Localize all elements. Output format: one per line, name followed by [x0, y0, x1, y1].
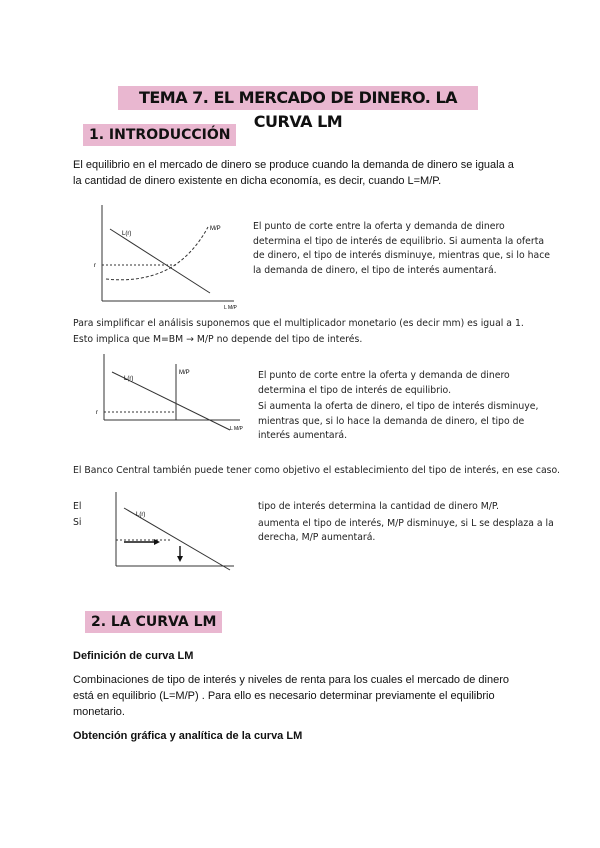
- definition-line-2: está en equilibrio (L=M/P) . Para ello es necesario determinar previamente el equilibrio: [73, 690, 495, 702]
- money-market-graph-2: [90, 352, 250, 434]
- r-label: r: [96, 410, 98, 416]
- r-label: r: [94, 263, 96, 269]
- down-arrow-head-icon: [177, 556, 183, 562]
- x-axis-label: L M/P: [224, 305, 237, 311]
- section-heading-curva-lm: 2. LA CURVA LM: [85, 611, 222, 633]
- supply-label: M/P: [179, 370, 190, 376]
- figure-3-caption: [258, 500, 554, 546]
- simplify-line-1: Para simplificar el análisis suponemos que el multiplicador monetario (es decir mm) es igual a 1.: [73, 318, 524, 329]
- caption-line: determina el tipo de interés de equilibrio. Si aumenta la oferta: [253, 235, 545, 247]
- demand-label: L(r): [124, 376, 134, 382]
- interest-target-graph: [106, 490, 236, 572]
- caption-line: El punto de corte entre la oferta y demanda de dinero: [253, 221, 505, 232]
- caption-line: determina el tipo de interés de equilibrio.: [258, 384, 452, 396]
- page-title: TEMA 7. EL MERCADO DE DINERO. LA CURVA LM: [118, 86, 478, 110]
- figure-2-caption-a: [258, 369, 510, 398]
- demand-label: L(r): [122, 231, 132, 237]
- intro-paragraph-line-1: El equilibrio en el mercado de dinero se produce cuando la demanda de dinero se iguala a: [73, 159, 514, 171]
- fig3-left-word-2: Si: [73, 517, 82, 528]
- caption-line: Si aumenta la oferta de dinero, el tipo de interés disminuye,: [258, 401, 539, 412]
- caption-line: aumenta el tipo de interés, M/P disminuye, si L se desplaza a la: [258, 517, 554, 529]
- section-heading-introduccion: 1. INTRODUCCIÓN: [83, 124, 236, 146]
- simplify-line-2: Esto implica que M=BM → M/P no depende del tipo de interés.: [73, 334, 363, 345]
- caption-line: de dinero, el tipo de interés disminuye, mientras que, si lo hace: [253, 250, 551, 261]
- caption-line: la demanda de dinero, el tipo de interés aumentará.: [253, 264, 497, 276]
- caption-line: tipo de interés determina la cantidad de dinero M/P.: [258, 501, 499, 512]
- money-market-graph-1: [84, 203, 244, 315]
- caption-line: derecha, M/P aumentará.: [258, 532, 376, 543]
- demand-label: L(r): [136, 512, 146, 518]
- figure-1-caption: [253, 220, 550, 278]
- definition-heading: Definición de curva LM: [73, 650, 194, 662]
- x-axis-label: L M/P: [230, 426, 243, 432]
- intro-paragraph-line-2: la cantidad de dinero existente en dicha economía, es decir, cuando L=M/P.: [73, 175, 442, 187]
- fig3-left-word-1: El: [73, 501, 82, 512]
- obtencion-heading: Obtención gráfica y analítica de la curva LM: [73, 730, 303, 742]
- central-bank-paragraph: El Banco Central también puede tener como objetivo el establecimiento del tipo de interés, en ese caso.: [73, 465, 560, 476]
- supply-label: M/P: [210, 226, 221, 232]
- demand-curve: [110, 229, 210, 293]
- definition-line-1: Combinaciones de tipo de interés y niveles de renta para los cuales el mercado de dinero: [73, 674, 509, 686]
- caption-line: interés aumentará.: [258, 430, 348, 441]
- definition-line-3: monetario.: [73, 706, 125, 718]
- caption-line: mientras que, si lo hace la demanda de dinero, el tipo de: [258, 415, 525, 427]
- figure-2-caption-b: [258, 400, 538, 444]
- caption-line: El punto de corte entre la oferta y demanda de dinero: [258, 370, 510, 381]
